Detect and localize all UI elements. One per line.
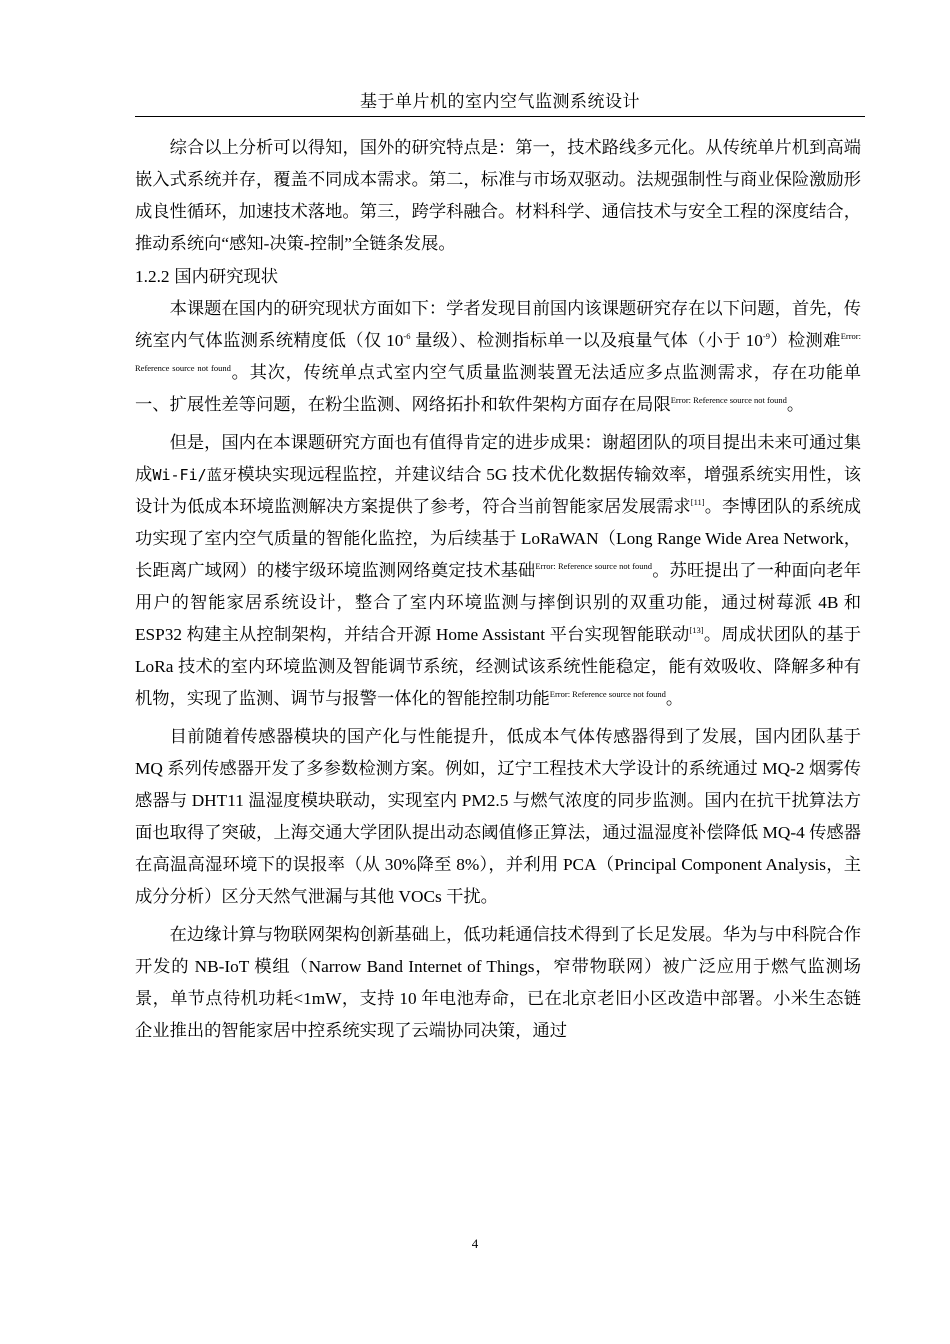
text-run: 。其次，传统单点式室内空气质量监测装置无法适应多点监测需求，存在功能单一、扩展性差等问题，在粉尘监测、网络拓扑和软件架构方面存在局限 xyxy=(135,363,861,414)
page-number: 4 xyxy=(471,1236,479,1251)
citation-error: Error: Reference source not found xyxy=(135,331,861,373)
text-run: 但是，国内在本课题研究方面也有值得肯定的进步成果：谢超团队的项目提出未来可通过集成 xyxy=(135,433,861,484)
paragraph-sensor-progress: 目前随着传感器模块的国产化与性能提升，低成本气体传感器得到了发展，国内团队基于 MQ 系列传感器开发了多参数检测方案。例如，辽宁工程技术大学设计的系统通过 MQ-2 烟雾传感器与 DHT11 温湿度模块联动，实现室内 PM2.5 与燃气浓度的同步监测。国内在抗干扰算法方面也取得了突破，上海交通大学团队提出动态阈值修正算法，通过温湿度补偿降低 MQ-4 传感器在高温高湿环境下的误报率（从 30%降至 8%），并利用 PCA（Principal Component Analysis，主成分分析）区分天然气泄漏与其他 VOCs 干扰。 xyxy=(135,727,861,906)
text-run: 。周成状团队的基于 LoRa 技术的室内环境监测及智能调节系统，经测试该系统性能稳定，能有效吸收、降解多种有机物，实现了监测、调节与报警一体化的智能控制功能 xyxy=(135,625,861,708)
paragraph-iot-progress: 在边缘计算与物联网架构创新基础上，低功耗通信技术得到了长足发展。华为与中科院合作开发的 NB-IoT 模组（Narrow Band Internet of Things，窄带物联网）被广泛应用于燃气监测场景，单节点待机功耗<1mW，支持 10 年电池寿命，已在北京老旧小区改造中部署。小米生态链企业推出的智能家居中控系统实现了云端协同决策，通过 xyxy=(135,925,861,1040)
text-run: ）检测难 xyxy=(769,331,841,350)
citation-ref: [11] xyxy=(690,497,705,507)
citation-error: Error: Reference source not found xyxy=(670,395,787,405)
citation-error: Error: Reference source not found xyxy=(549,689,666,699)
body-text xyxy=(135,132,861,1047)
section-heading xyxy=(135,260,861,293)
section-number: 1.2.2 xyxy=(135,267,170,286)
header-rule xyxy=(135,116,865,117)
text-run: 量级）、检测指标单一以及痕量气体（小于 10 xyxy=(410,331,763,350)
section-title: 国内研究现状 xyxy=(169,266,279,286)
text-run: 本课题在国内的研究现状方面如下：学者发现目前国内该课题研究存在以下问题，首先，传统室内气体监测系统精度低（仅 10 xyxy=(135,299,861,350)
text-run: 模块实现远程监控，并建议结合 5G 技术优化数据传输效率，增强系统实用性，该设计为低成本环境监测解决方案提供了参考，符合当前智能家居发展需求 xyxy=(135,465,861,516)
text-run: 。 xyxy=(786,395,805,414)
citation-error: Error: Reference source not found xyxy=(535,561,653,571)
citation-ref: [13] xyxy=(689,625,704,635)
running-header: 基于单片机的室内空气监测系统设计 xyxy=(360,92,640,111)
text-run: 。苏旺提出了一种面向老年用户的智能家居系统设计，整合了室内环境监测与摔倒识别的双重功能，通过树莓派 4B 和 ESP32 构建主从控制架构，并结合开源 Home Assistant 平台实现智能联动 xyxy=(135,561,861,644)
paragraph-foreign-summary: 综合以上分析可以得知，国外的研究特点是：第一，技术路线多元化。从传统单片机到高端嵌入式系统并存，覆盖不同成本需求。第二，标准与市场双驱动。法规强制性与商业保险激励形成良性循环，加速技术落地。第三，跨学科融合。材料科学、通信技术与安全工程的深度结合，推动系统向“感知-决策-控制”全链条发展。 xyxy=(135,138,861,253)
text-run-mono: Wi-Fi/蓝牙 xyxy=(152,466,238,484)
text-run: 。 xyxy=(665,689,684,708)
text-run: 。李博团队的系统成功实现了室内空气质量的智能化监控，为后续基于 LoRaWAN（Long Range Wide Area Network，长距离广域网）的楼宇级环境监测网络奠定技术基础 xyxy=(135,497,861,580)
superscript-exponent: -6 xyxy=(403,331,411,341)
paragraph-domestic-problems xyxy=(135,293,861,421)
paragraph-domestic-progress xyxy=(135,427,861,715)
superscript-exponent: -9 xyxy=(762,331,770,341)
